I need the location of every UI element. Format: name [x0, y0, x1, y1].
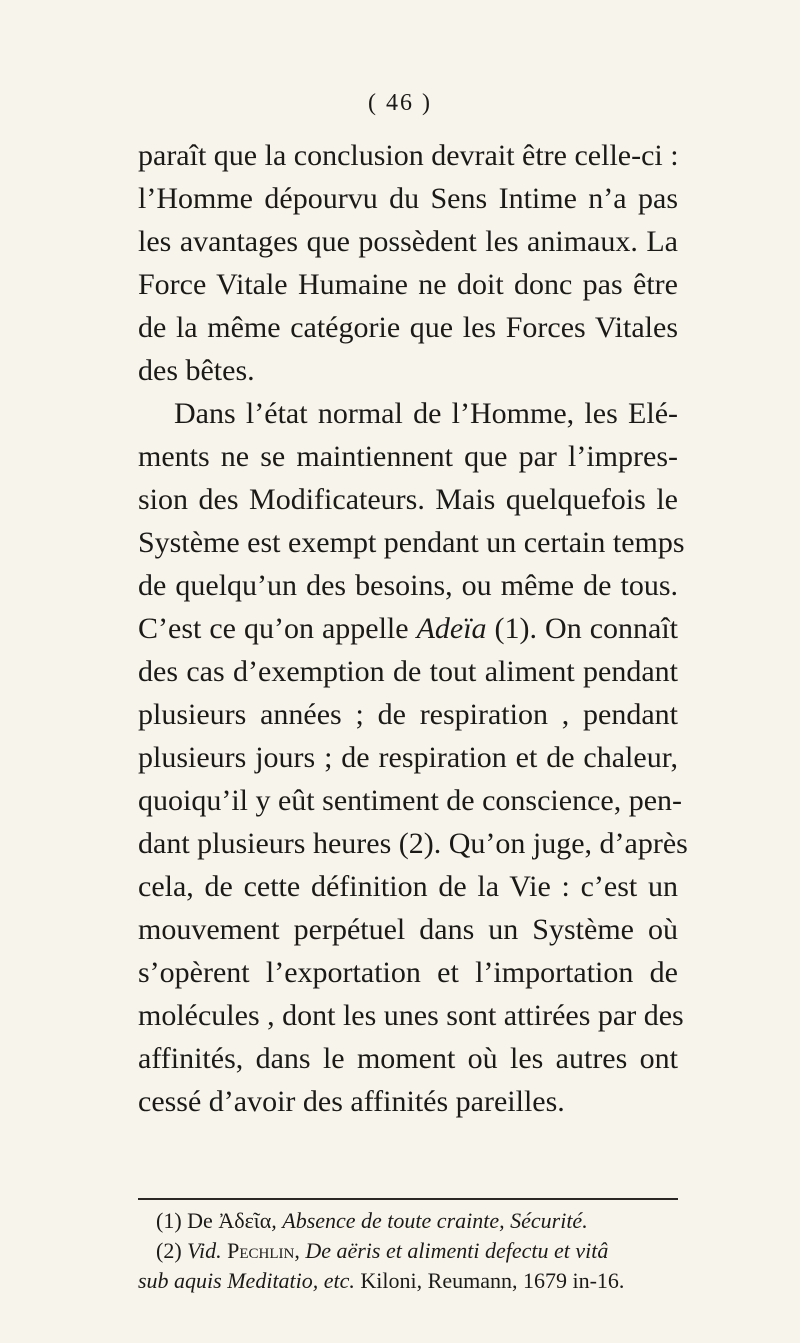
footnote-2-author: Pechlin	[227, 1238, 295, 1263]
text-line: quoiqu’il y eût sentiment de conscience, pen-	[138, 784, 682, 817]
adeia-term: Adeïa	[416, 612, 487, 645]
footnotes	[138, 1206, 678, 1296]
adeia-before: C’est ce qu’on appelle	[138, 612, 417, 645]
text-line: ments ne se maintiennent que par l’impres-	[138, 440, 678, 473]
text-line: dant plusieurs heures (2). Qu’on juge, d’après	[138, 827, 688, 860]
footnote-1-marker: (1) De	[156, 1208, 219, 1233]
footnote-2-vid: Vid.	[187, 1238, 222, 1263]
text-line: cela, de cette définition de la Vie : c’est un	[138, 870, 678, 903]
footnote-1-greek: Ἀδεῖα	[218, 1208, 272, 1233]
footnote-2-title-cont: sub aquis Meditatio, etc.	[138, 1268, 355, 1293]
text-line: de quelqu’un des besoins, ou même de tous.	[138, 569, 678, 602]
text-line: s’opèrent l’exportation et l’importation de	[138, 956, 678, 989]
text-line: des cas d’exemption de tout aliment pendant	[138, 655, 678, 688]
text-line: affinités, dans le moment où les autres ont	[138, 1042, 678, 1075]
footnote-divider	[138, 1198, 678, 1200]
adeia-after: (1). On connaît	[486, 612, 678, 645]
text-line: molécules , dont les unes sont attirées par des	[138, 999, 684, 1032]
footnote-2-cont	[138, 1266, 678, 1296]
page-number: ( 46 )	[368, 90, 432, 116]
footnote-2: (2) Vid. Pechlin, De aëris et alimenti defectu et vitâ	[156, 1238, 609, 1263]
text-line: les avantages que possèdent les animaux. La	[138, 225, 678, 258]
footnote-2-marker: (2)	[156, 1238, 188, 1263]
text-line: Force Vitale Humaine ne doit donc pas être	[138, 268, 678, 301]
text-line: mouvement perpétuel dans un Système où	[138, 913, 678, 946]
text-line: de la même catégorie que les Forces Vitales	[138, 311, 678, 344]
text-line: l’Homme dépourvu du Sens Intime n’a pas	[138, 182, 678, 215]
main-text	[138, 134, 688, 1123]
footnote-1-text: , Absence de toute crainte, Sécurité.	[271, 1208, 588, 1233]
text-line: Système est exempt pendant un certain temps	[138, 526, 685, 559]
text-line-adeia	[138, 607, 678, 650]
text-line: paraît que la conclusion devrait être celle-ci :	[138, 139, 679, 172]
text-line: cessé d’avoir des affinités pareilles.	[138, 1085, 565, 1118]
text-line: plusieurs jours ; de respiration et de chaleur,	[138, 741, 678, 774]
text-line: plusieurs années ; de respiration , pendant	[138, 698, 678, 731]
text-line: sion des Modificateurs. Mais quelquefois le	[138, 483, 678, 516]
footnote-2-imprint: Kiloni, Reumann, 1679 in-16.	[360, 1268, 625, 1293]
text-line: Dans l’état normal de l’Homme, les Elé-	[174, 397, 678, 430]
footnote-1	[138, 1206, 678, 1236]
text-line: des bêtes.	[138, 354, 255, 387]
footnote-2-title: De aëris et alimenti defectu et vitâ	[305, 1238, 609, 1263]
